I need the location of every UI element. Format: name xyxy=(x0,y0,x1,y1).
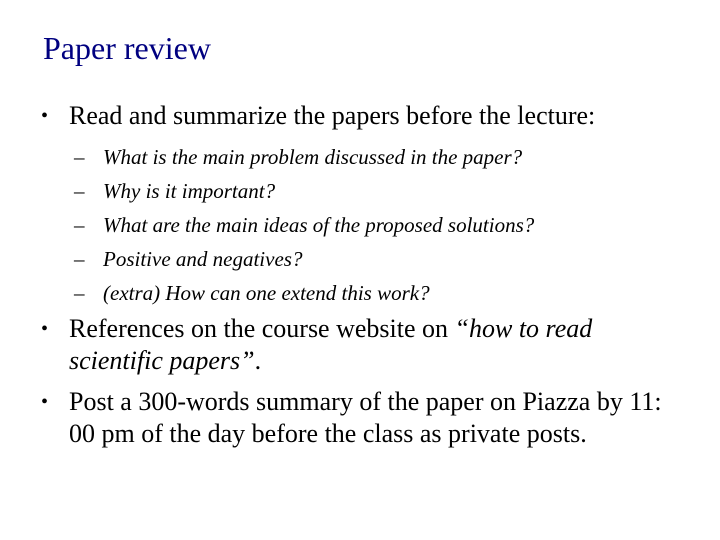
sub-item-marker: – xyxy=(74,179,85,203)
references-text: References on the course website on xyxy=(69,314,455,343)
bullet-text xyxy=(69,313,689,377)
sub-item-text: What is the main problem discussed in the paper? xyxy=(103,145,523,169)
sub-item-text: (extra) How can one extend this work? xyxy=(103,281,430,305)
bullet-text: Post a 300-words summary of the paper on Piazza by 11: 00 pm of the day before the class as private posts. xyxy=(69,387,662,448)
references-period: . xyxy=(254,346,262,375)
sub-item-text: Positive and negatives? xyxy=(103,247,303,271)
sub-item-marker: – xyxy=(74,145,85,169)
sub-item-text: Why is it important? xyxy=(103,179,276,203)
sub-item-marker: – xyxy=(74,247,85,271)
bullet-marker: • xyxy=(41,318,49,340)
bullet-text: Read and summarize the papers before the lecture: xyxy=(69,101,596,130)
sub-item-marker: – xyxy=(74,213,85,237)
sub-item-marker: – xyxy=(74,281,85,305)
references-quoted-title: “how to read scientific papers” xyxy=(69,314,593,375)
sub-item-text: What are the main ideas of the proposed solutions? xyxy=(103,213,535,237)
slide-title: Paper review xyxy=(43,30,211,66)
bullet-marker: • xyxy=(41,105,49,127)
bullet-marker: • xyxy=(41,391,49,413)
